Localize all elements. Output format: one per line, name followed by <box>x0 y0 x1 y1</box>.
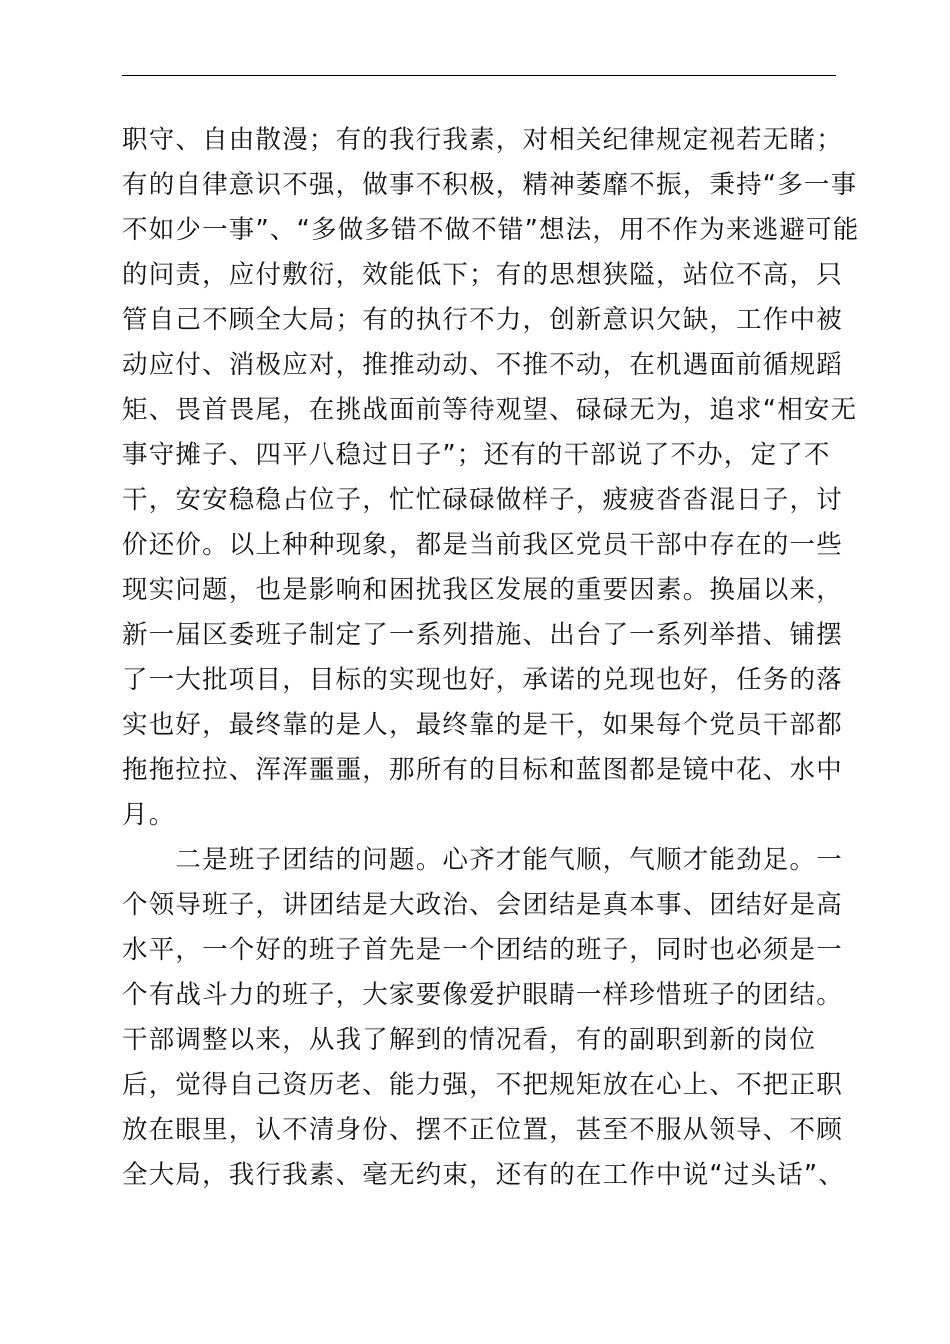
text-line: 个领导班子，讲团结是大政治、会团结是真本事、团结好是高 <box>122 890 843 920</box>
text-line: 新一届区委班子制定了一系列措施、出台了一系列举措、铺摆 <box>122 620 843 650</box>
text-line: 有的自律意识不强，做事不积极，精神萎靡不振，秉持“多一事 <box>122 170 858 200</box>
text-line: 管自己不顾全大局；有的执行不力，创新意识欠缺，工作中被 <box>122 305 843 335</box>
text-line: 干部调整以来，从我了解到的情况看，有的副职到新的岗位 <box>122 1025 817 1055</box>
text-line: 后，觉得自己资历老、能力强，不把规矩放在心上、不把正职 <box>122 1070 843 1100</box>
text-line: 月。 <box>122 800 176 830</box>
text-line: 职守、自由散漫；有的我行我素，对相关纪律规定视若无睹； <box>122 125 843 155</box>
body-text <box>122 118 860 1198</box>
text-line: 放在眼里，认不清身份、摆不正位置，甚至不服从领导、不顾 <box>122 1115 843 1145</box>
header-rule <box>122 75 836 76</box>
text-line: 干，安安稳稳占位子，忙忙碌碌做样子，疲疲沓沓混日子，讨 <box>122 485 843 515</box>
text-line: 了一大批项目，目标的实现也好，承诺的兑现也好，任务的落 <box>122 665 843 695</box>
text-line: 实也好，最终靠的是人，最终靠的是干，如果每个党员干部都 <box>122 710 843 740</box>
text-line: 动应付、消极应对，推推动动、不推不动，在机遇面前循规蹈 <box>122 350 843 380</box>
text-line: 不如少一事”、“多做多错不做不错”想法，用不作为来逃避可能 <box>122 215 860 245</box>
text-line: 价还价。以上种种现象，都是当前我区党员干部中存在的一些 <box>122 530 843 560</box>
text-line: 水平，一个好的班子首先是一个团结的班子，同时也必须是一 <box>122 935 843 965</box>
text-line: 全大局，我行我素、毫无约束，还有的在工作中说“过头话”、 <box>122 1160 846 1190</box>
text-line: 事守摊子、四平八稳过日子”；还有的干部说了不办，定了不 <box>122 440 831 470</box>
text-line: 拖拖拉拉、浑浑噩噩，那所有的目标和蓝图都是镜中花、水中 <box>122 755 843 785</box>
text-line: 现实问题，也是影响和困扰我区发展的重要因素。换届以来， <box>122 575 843 605</box>
text-line: 的问责，应付敷衍，效能低下；有的思想狭隘，站位不高，只 <box>122 260 843 290</box>
paragraph-start-line: 二是班子团结的问题。心齐才能气顺，气顺才能劲足。一 <box>122 845 843 875</box>
text-line: 矩、畏首畏尾，在挑战面前等待观望、碌碌无为，追求“相安无 <box>122 395 858 425</box>
text-line: 个有战斗力的班子，大家要像爱护眼睛一样珍惜班子的团结。 <box>122 980 843 1010</box>
